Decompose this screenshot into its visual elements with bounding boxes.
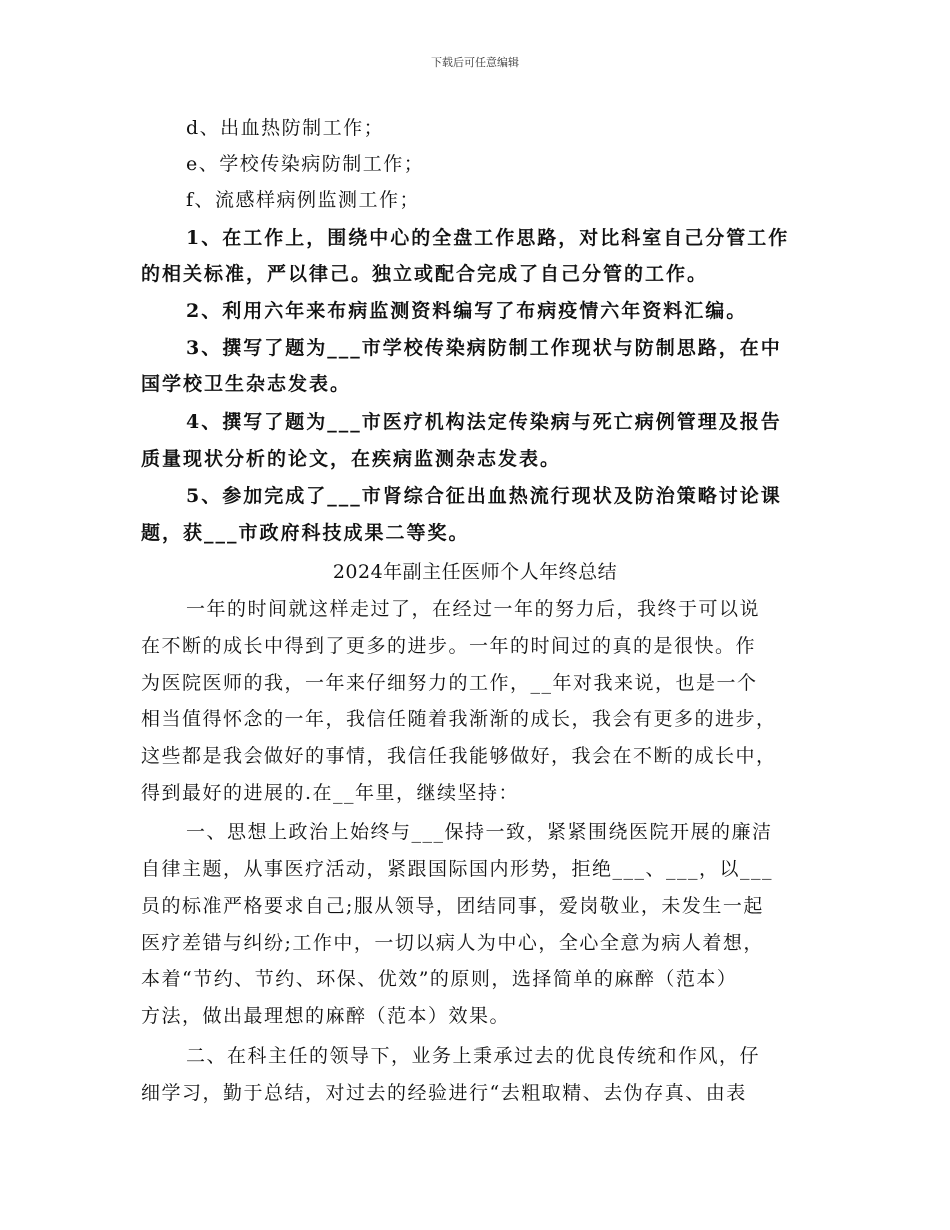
- paragraph-line: 一、思想上政治上始终与___保持一致，紧紧围绕医院开展的廉洁: [186, 821, 773, 843]
- paragraph-line: 在不断的成长中得到了更多的进步。一年的时间过的真的是很快。作: [141, 635, 757, 657]
- list-item: e、学校传染病防制工作；: [186, 153, 425, 175]
- paragraph-line: 方法，做出最理想的麻醉（范本）效果。: [141, 1005, 511, 1027]
- list-item: f、流感样病例监测工作；: [186, 189, 421, 211]
- paragraph-line: 细学习，勤于总结，对过去的经验进行“去粗取精、去伪存真、由表: [141, 1082, 747, 1104]
- paragraph-line: 二、在科主任的领导下，业务上秉承过去的优良传统和作风，仔: [186, 1045, 761, 1067]
- achievement-line: 4、撰写了题为___市医疗机构法定传染病与死亡病例管理及报告: [186, 411, 782, 433]
- achievement-line: 1、在工作上，围绕中心的全盘工作思路，对比科室自己分管工作: [186, 227, 790, 249]
- paragraph-line: 一年的时间就这样走过了，在经过一年的努力后，我终于可以说: [186, 598, 761, 620]
- achievement-line: 3、撰写了题为___市学校传染病防制工作现状与防制思路，在中: [186, 337, 782, 359]
- paragraph-line: 本着“节约、节约、环保、优效”的原则，选择简单的麻醉（范本）: [141, 968, 738, 990]
- achievement-line: 题，获___市政府科技成果二等奖。: [141, 522, 470, 544]
- paragraph-line: 这些都是我会做好的事情，我信任我能够做好，我会在不断的成长中，: [141, 745, 777, 767]
- achievement-line: 的相关标准，严以律己。独立或配合完成了自己分管的工作。: [141, 263, 709, 285]
- page-header: 下载后可任意编辑: [431, 56, 519, 69]
- paragraph-line: 得到最好的进展的.在__年里，继续坚持：: [141, 782, 520, 804]
- paragraph-line: 医疗差错与纠纷;工作中，一切以病人为中心，全心全意为病人着想，: [141, 932, 764, 954]
- list-item: d、出血热防制工作；: [186, 117, 385, 139]
- achievement-line: 5、参加完成了___市肾综合征出血热流行现状及防治策略讨论课: [186, 485, 782, 507]
- section-title: 2024年副主任医师个人年终总结: [332, 561, 618, 583]
- paragraph-line: 员的标准严格要求自己;服从领导，团结同事，爱岗敬业，未发生一起: [141, 895, 764, 917]
- paragraph-line: 为医院医师的我，一年来仔细努力的工作，__年对我来说，也是一个: [141, 672, 758, 694]
- achievement-line: 质量现状分析的论文，在疾病监测杂志发表。: [141, 448, 562, 470]
- achievement-line: 2、利用六年来布病监测资料编写了布病疫情六年资料汇编。: [186, 300, 748, 322]
- achievement-line: 国学校卫生杂志发表。: [141, 373, 352, 395]
- paragraph-line: 相当值得怀念的一年，我信任随着我渐渐的成长，我会有更多的进步，: [141, 708, 777, 730]
- paragraph-line: 自律主题，从事医疗活动，紧跟国际国内形势，拒绝___、___，以___: [141, 858, 774, 880]
